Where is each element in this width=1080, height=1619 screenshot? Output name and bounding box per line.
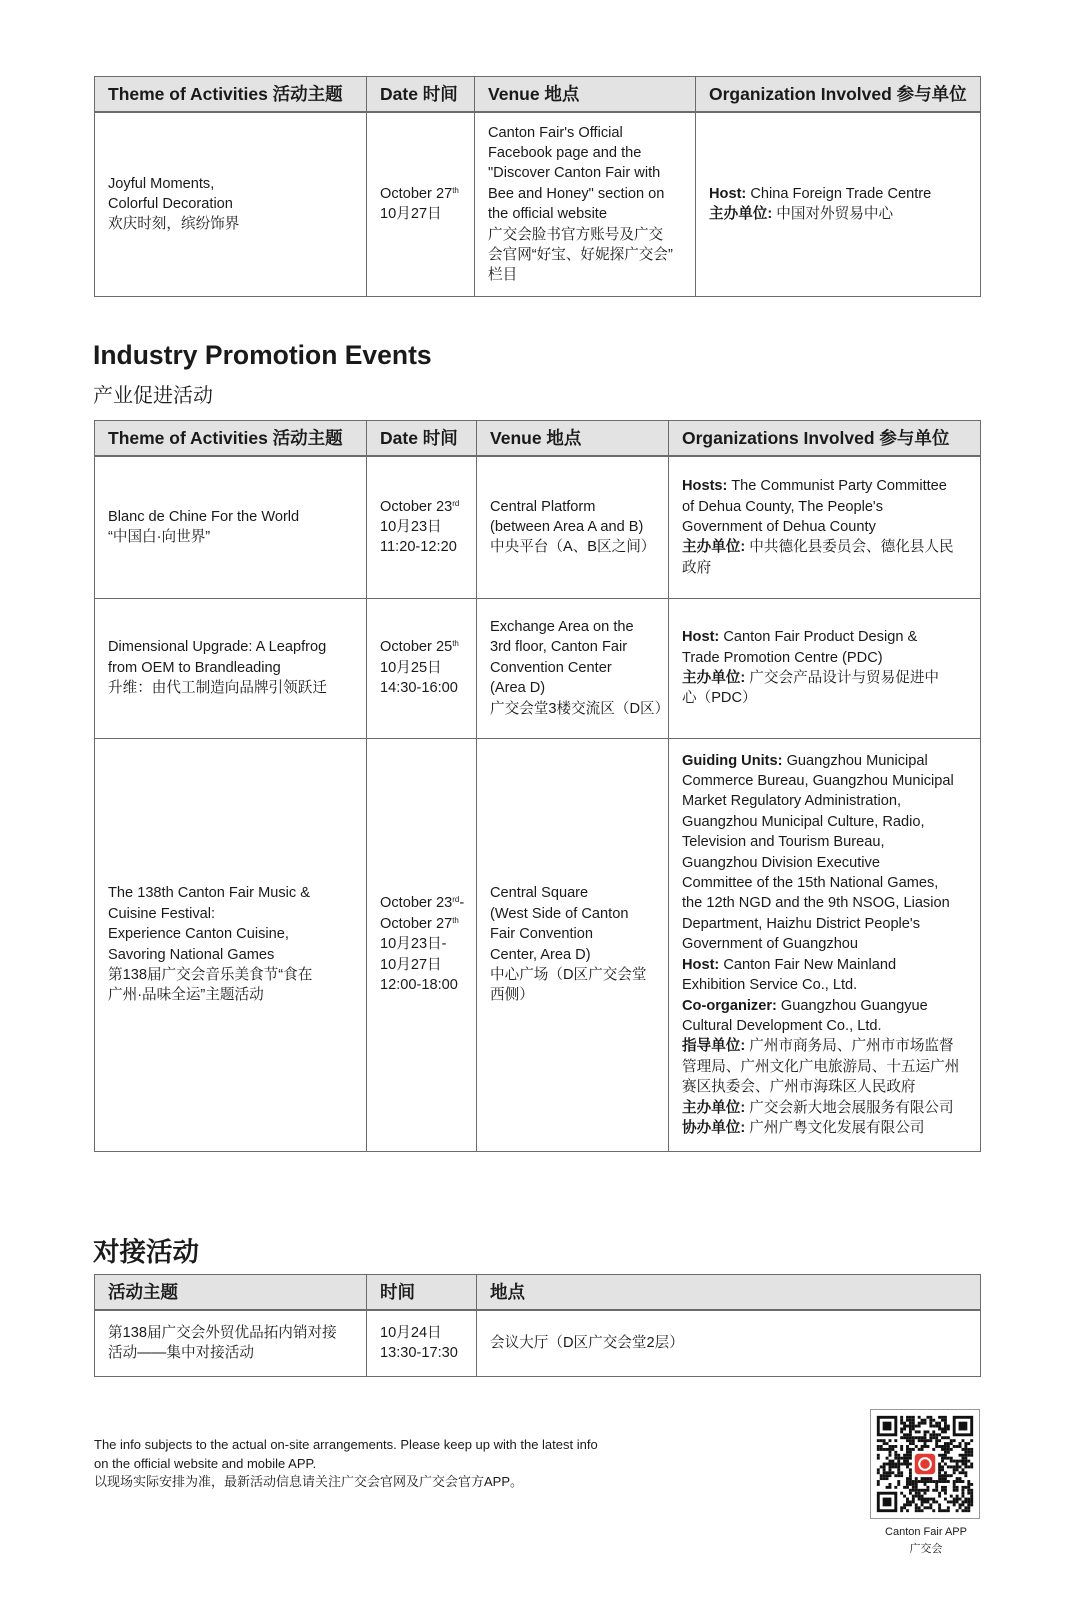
cell-line: Experience Canton Cuisine, [108,926,289,943]
cell-venue [475,112,696,296]
matchmaking-table [94,1274,981,1377]
section-subtitle-industry-promotion: 产业促进活动 [93,385,213,407]
cell-org [669,738,981,1151]
cell-line: Dimensional Upgrade: A Leapfrog [108,639,327,656]
text: Canton Fair New Mainland [719,956,897,973]
cell-line [682,914,980,934]
cell-line: (Area D) [490,680,546,697]
cell-theme [95,456,367,598]
label: 指导单位: [682,1038,746,1055]
text: Department, Haizhu District People's [682,915,921,932]
cell-org [696,112,981,296]
cell-line [380,934,476,954]
cell-line [682,476,980,496]
cell-venue [477,738,669,1151]
qr-code-icon [871,1410,979,1518]
text: 政府 [682,559,712,576]
label: Guiding Units: [682,752,783,769]
cell-line: Convention Center [490,659,612,676]
activities-table [94,76,981,297]
label: Host: [709,185,747,202]
cell-line [682,517,980,537]
table-row [95,112,981,296]
footer-note [94,1436,598,1492]
column-header: Date 时间 [367,77,475,113]
cell-line [380,975,476,995]
cell-line: Savoring National Games [108,946,275,963]
cell-line [682,975,980,995]
cell-line: 广交会堂3楼交流区（D区） [490,700,670,717]
text: Government of Guangzhou [682,936,859,953]
text: Exhibition Service Co., Ltd. [682,977,858,994]
cell-line: (West Side of Canton [490,905,629,922]
cell-line [682,537,980,557]
cell-date [367,456,477,598]
table-row [95,738,981,1151]
canton-fair-logo-icon [915,1454,935,1474]
text: 广州广粤文化发展有限公司 [745,1119,925,1136]
footer-line: 以现场实际安排为准，最新活动信息请关注广交会官网及广交会官方APP。 [94,1474,524,1489]
cell-line: Central Square [490,885,589,902]
qr-label-cn: 广交会 [909,1543,943,1555]
cell-line [682,558,980,578]
cell-line: 栏目 [488,267,518,284]
cell-theme [95,598,367,738]
cell-line [380,914,476,934]
cell-line [380,678,476,698]
text: 13:30-17:30 [380,1345,458,1362]
cell-line: Exchange Area on the [490,618,634,635]
text: Trade Promotion Centre (PDC) [682,649,883,666]
cell-date [367,738,477,1151]
text: 10月25日 [380,659,442,676]
cell-line [682,873,980,893]
text: Government of Dehua County [682,519,876,536]
label: 主办单位: [682,1099,746,1116]
cell-line: Canton Fair's Official [488,124,623,141]
text: 广州市商务局、广州市市场监督 [745,1038,954,1055]
column-header: Theme of Activities 活动主题 [95,77,367,113]
cell-line [380,637,476,657]
cell-line: Blanc de Chine For the World [108,508,300,525]
cell-line [380,1323,476,1343]
cell-date [367,1310,477,1376]
text: The Communist Party Committee [727,478,947,495]
table-row [95,1310,981,1376]
cell-line [682,1016,980,1036]
cell-org [669,456,981,598]
ordinal-suffix: th [452,185,459,195]
cell-venue [477,456,669,598]
cell-line: 会官网“好宝、好妮探广交会” [488,247,673,264]
text: 10月23日 [380,519,442,536]
cell-line [380,1343,476,1363]
cell-line [380,893,476,913]
cell-line: Fair Convention [490,926,594,943]
cell-line: 欢庆时刻，缤纷饰界 [108,216,240,233]
cell-line [682,955,980,975]
text: 10月23日- [380,936,447,953]
cell-line [682,853,980,873]
text: 赛区执委会、广州市海珠区人民政府 [682,1079,916,1096]
label: Host: [682,629,720,646]
text: Guangzhou Municipal [782,752,928,769]
cell-line [682,812,980,832]
cell-line [682,832,980,852]
text: 中国对外贸易中心 [772,206,894,223]
cell-line [682,668,980,688]
text: 14:30-16:00 [380,680,458,697]
label: 协办单位: [682,1119,746,1136]
cell-line: 中央平台（A、B区之间） [490,539,656,556]
table-row [95,456,981,598]
text: October 23 [380,498,453,515]
ordinal-suffix: th [452,915,459,925]
text: 12:00-18:00 [380,977,458,994]
cell-org [669,598,981,738]
cell-line [682,1118,980,1138]
cell-line: 会议大厅（D区广交会堂2层） [490,1335,684,1352]
text: - [459,895,465,912]
cell-line [380,537,476,557]
cell-line: 西侧） [490,987,534,1004]
cell-line: Central Platform [490,498,596,515]
text: China Foreign Trade Centre [746,185,932,202]
cell-venue [477,1310,981,1376]
label: Co-organizer: [682,997,777,1014]
footer-line: The info subjects to the actual on-site arrangements. Please keep up with the latest info [94,1437,598,1452]
qr-code[interactable] [870,1409,980,1519]
text: Committee of the 15th National Games, [682,875,939,892]
cell-line: Bee and Honey" section on [488,185,665,202]
cell-line [380,204,474,224]
cell-line: 活动——集中对接活动 [108,1345,254,1362]
cell-line [682,771,980,791]
cell-line [709,204,980,224]
text: 10月27日 [380,206,442,223]
cell-line: (between Area A and B) [490,519,644,536]
column-header: Organizations Involved 参与单位 [669,421,981,457]
cell-line: The 138th Canton Fair Music & [108,885,310,902]
text: Television and Tourism Bureau, [682,834,885,851]
text: Market Regulatory Administration, [682,793,901,810]
cell-theme [95,738,367,1151]
text: of Dehua County, The People's [682,498,884,515]
cell-line: 中心广场（D区广交会堂 [490,966,647,983]
cell-line [682,1036,980,1056]
ordinal-suffix: rd [452,498,460,508]
section-title-industry-promotion: Industry Promotion Events [93,340,432,370]
cell-line [682,996,980,1016]
text: the 12th NGD and the 9th NSOG, Liasion [682,895,950,912]
cell-line [682,497,980,517]
cell-line [380,658,476,678]
cell-line: 广州·品味全运”主题活动 [108,987,264,1004]
cell-line [380,955,476,975]
cell-line: Facebook page and the [488,145,642,162]
text: October 27 [380,185,453,202]
text: Commerce Bureau, Guangzhou Municipal [682,773,954,790]
cell-line [682,791,980,811]
cell-line: "Discover Canton Fair with [488,165,661,182]
text: Guangzhou Division Executive [682,854,880,871]
text: Guangzhou Municipal Culture, Radio, [682,813,925,830]
ordinal-suffix: rd [452,895,460,905]
ordinal-suffix: th [452,639,459,649]
cell-line [682,1077,980,1097]
column-header: Venue 地点 [475,77,696,113]
cell-line: 3rd floor, Canton Fair [490,639,628,656]
column-header: Date 时间 [367,421,477,457]
cell-line [682,1098,980,1118]
cell-line [380,497,476,517]
text: 管理局、广州文化广电旅游局、十五运广州 [682,1058,960,1075]
cell-date [367,598,477,738]
industry-promotion-table [94,420,981,1152]
text: October 23 [380,895,453,912]
cell-theme [95,112,367,296]
cell-line [682,751,980,771]
cell-line [380,184,474,204]
label: Hosts: [682,478,728,495]
text: Guangzhou Guangyue [776,997,928,1014]
cell-line: Cuisine Festival: [108,905,216,922]
text: October 27 [380,915,453,932]
cell-theme [95,1310,367,1376]
text: 10月27日 [380,956,442,973]
cell-line: 第138届广交会音乐美食节“食在 [108,966,313,983]
cell-line: the official website [488,206,607,223]
column-header: 时间 [367,1275,477,1311]
text: 广交会新大地会展服务有限公司 [745,1099,954,1116]
text: 10月24日 [380,1324,442,1341]
cell-line [682,648,980,668]
text: Cultural Development Co., Ltd. [682,1017,882,1034]
column-header: 地点 [477,1275,981,1311]
cell-line [380,517,476,537]
section-title-matchmaking: 对接活动 [93,1237,199,1267]
cell-line: 升维：由代工制造向品牌引领跃迁 [108,680,327,697]
cell-line: 第138届广交会外贸优品拓内销对接 [108,1324,337,1341]
text: 广交会产品设计与贸易促进中 [745,670,940,686]
footer-line: on the official website and mobile APP. [94,1455,317,1471]
cell-line [682,893,980,913]
label: 主办单位: [682,539,746,556]
column-header: Organization Involved 参与单位 [696,77,981,113]
cell-line: from OEM to Brandleading [108,659,281,676]
cell-line [682,1057,980,1077]
column-header: Venue 地点 [477,421,669,457]
text: 11:20-12:20 [380,539,457,556]
cell-line: Center, Area D) [490,946,591,963]
label: 主办单位: [709,206,773,223]
cell-line: “中国白·向世界” [108,529,211,546]
cell-line: Colorful Decoration [108,196,233,213]
cell-line [682,627,980,647]
cell-line [682,688,980,708]
column-header: 活动主题 [95,1275,367,1311]
text: Canton Fair Product Design & [719,629,918,646]
text: 心（PDC） [682,690,757,707]
cell-line [709,184,980,204]
cell-line: 广交会脸书官方账号及广交 [488,226,664,243]
label: 主办单位: [682,670,746,686]
cell-venue [477,598,669,738]
text: October 25 [380,639,453,656]
cell-line [682,934,980,954]
table-row [95,598,981,738]
text: 中共德化县委员会、德化县人民 [745,539,954,556]
column-header: Theme of Activities 活动主题 [95,421,367,457]
cell-date [367,112,475,296]
qr-label-en: Canton Fair APP [885,1526,967,1538]
label: Host: [682,956,720,973]
cell-line: Joyful Moments, [108,175,215,192]
